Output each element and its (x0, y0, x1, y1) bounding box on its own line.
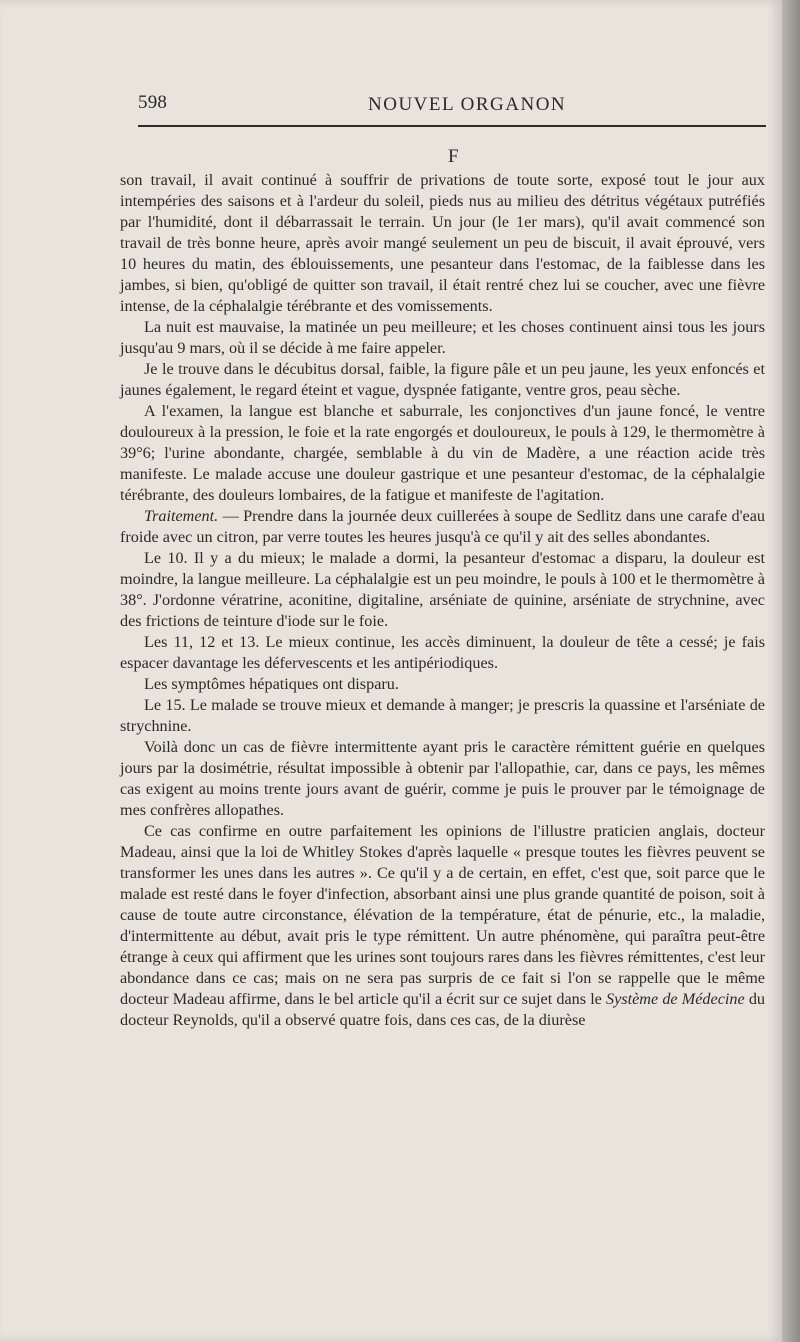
body-text (120, 170, 765, 1031)
paragraph-6: Le 10. Il y a du mieux; le malade a dormi, la pesanteur d'estomac a disparu, la douleur est moindre, la langue meilleure. La céphalalgie est un peu moindre, le pouls à 100 et le thermomètre à 38°. J'ordonne vératrine, aconitine, digitaline, arséniate de quinine, arséniate de strychnine, avec des frictions de teinture d'iode sur le foie. (120, 549, 765, 630)
paragraph-3: Je le trouve dans le décubitus dorsal, faible, la figure pâle et un peu jaune, les yeux enfoncés et jaunes également, le regard éteint et vague, dyspnée fatigante, ventre gros, peau sèche. (120, 360, 765, 399)
signature-mark: F (448, 146, 459, 167)
page-number: 598 (138, 92, 168, 113)
paragraph-2: La nuit est mauvaise, la matinée un peu meilleure; et les choses continuent ainsi tous les jours jusqu'au 9 mars, où il se décide à me faire appeler. (120, 318, 765, 357)
paragraph-11 (120, 821, 765, 1031)
running-title: NOUVEL ORGANON (368, 94, 567, 115)
treatment-text: — Prendre dans la journée deux cuillerées à soupe de Sedlitz dans une carafe d'eau froide avec un citron, par verre toutes les heures jusqu'à ce qu'il y ait des selles abondantes. (120, 507, 765, 546)
paragraph-4: A l'examen, la langue est blanche et saburrale, les conjonctives d'un jaune foncé, le ventre douloureux à la pression, le foie et la rate engorgés et douloureux, le pouls à 129, le thermomètre à 39°6; l'urine abondante, chargée, semblable à du vin de Madère, a une réaction acide très manifeste. Le malade accuse une douleur gastrique et une pesanteur d'estomac, de la céphalalgie térébrante, des douleurs lombaires, de la fatigue et manifeste de l'agitation. (120, 402, 765, 504)
paragraph-1: son travail, il avait continué à souffrir de privations de toute sorte, exposé tout le jour aux intempéries des saisons et à l'ardeur du soleil, pieds nus au milieu des détritus végétaux putréfiés par l'humidité, dont il débarrassait le terrain. Un jour (le 1er mars), qu'il avait commencé son travail de très bonne heure, après avoir mangé seulement un peu de biscuit, il avait éprouvé, vers 10 heures du matin, des éblouissements, une pesanteur dans l'estomac, de la faiblesse dans les jambes, si bien, qu'obligé de quitter son travail, il était rentré chez lui se coucher, avec une fièvre intense, de la céphalalgie térébrante et des vomissements. (120, 171, 765, 315)
paragraph-7: Les 11, 12 et 13. Le mieux continue, les accès diminuent, la douleur de tête a cessé; je fais espacer davantage les défervescents et les antipériodiques. (120, 633, 765, 672)
header-rule (138, 125, 766, 127)
page-header (138, 92, 766, 122)
book-title-italic: Système de Médecine (606, 990, 745, 1008)
paragraph-5 (120, 506, 765, 548)
paragraph-10: Voilà donc un cas de fièvre intermittente ayant pris le caractère rémittent guérie en quelques jours par la dosimétrie, résultat impossible à obtenir par l'allopathie, car, dans ce pays, les mêmes cas exigent au moins trente jours avant de guérir, comme je puis le prouver par le témoignage de mes confrères allopathes. (120, 738, 765, 819)
paragraph-11-text-b: du docteur Reynolds, qu'il a observé quatre fois, dans ces cas, de la diurèse (120, 990, 766, 1029)
paragraph-8: Les symptômes hépatiques ont disparu. (144, 675, 399, 693)
paragraph-11-text-a: Ce cas confirme en outre parfaitement les opinions de l'illustre praticien anglais, docteur Madeau, ainsi que la loi de Whitley Stokes d'après laquelle « presque toutes les fièvres peuvent se transformer les unes dans les autres ». Ce qu'il y a de certain, en effet, c'est que, soit parce que le malade est resté dans le foyer d'infection, absorbant ainsi une plus grande quantité de poison, soit à cause de toute autre circonstance, élévation de la température, état de pénurie, etc., la maladie, d'intermittente au début, avait pris le type rémittent. Un autre phénomène, qui paraîtra peut-être étrange à ceux qui affirment que les urines sont toujours rares dans les fièvres rémittentes, c'est leur abondance dans ce cas; mais on ne sera pas surpris de ce fait si l'on se rappelle que le même docteur Madeau affirme, dans le bel article qu'il a écrit sur ce sujet dans le (120, 822, 765, 1008)
paragraph-9: Le 15. Le malade se trouve mieux et demande à manger; je prescris la quassine et l'arséniate de strychnine. (120, 696, 765, 735)
page-edge (782, 0, 800, 1342)
treatment-label: Traitement. (144, 507, 219, 525)
